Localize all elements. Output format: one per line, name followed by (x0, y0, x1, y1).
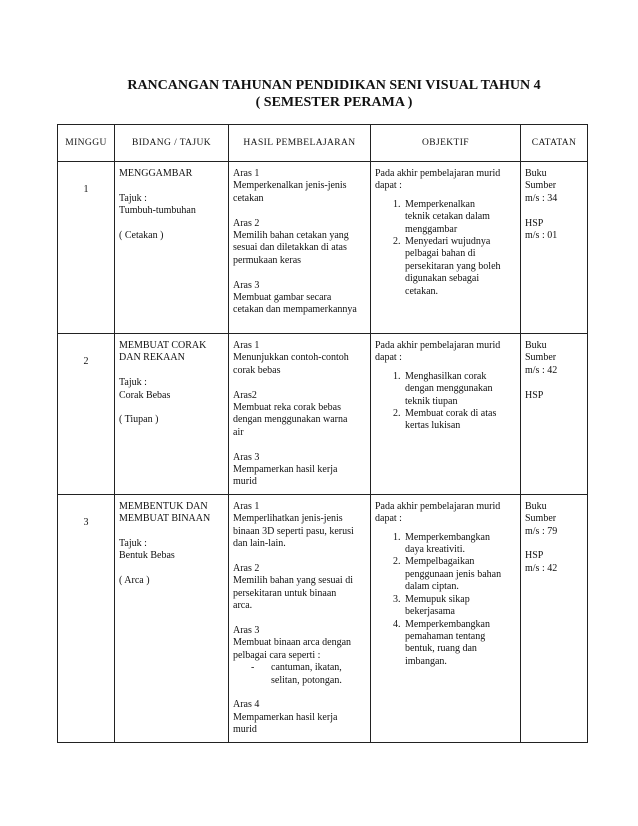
catatan-line: HSP (525, 389, 544, 401)
objektif-line: cetakan. (405, 285, 439, 297)
hasil-cell (229, 494, 371, 742)
objektif-item (403, 408, 516, 433)
table-row (58, 334, 588, 495)
hasil-line: Aras 3 (233, 451, 260, 463)
hasil-line: Aras 2 (233, 217, 260, 229)
objektif-line: pemahaman tentang (405, 630, 486, 642)
bidang-line (119, 365, 224, 377)
hasil-line: cetakan (233, 192, 264, 204)
week-number: 3 (58, 494, 115, 742)
objektif-line: 4. Memperkembangkan (405, 618, 490, 630)
objektif-intro-line: Pada akhir pembelajaran murid (375, 500, 501, 512)
hasil-line: Mempamerkan hasil kerja (233, 711, 338, 723)
catatan-line: m/s : 79 (525, 525, 558, 537)
spacer (233, 267, 366, 279)
bidang-line: Corak Bebas (119, 389, 171, 401)
catatan-line: Sumber (525, 513, 557, 525)
hasil-line: persekitaran untuk binaan (233, 587, 337, 599)
hasil-line: Mempamerkan hasil kerja (233, 464, 338, 476)
objektif-list (375, 371, 516, 433)
bidang-line: ( Tiupan ) (119, 414, 159, 426)
catatan-line (525, 377, 583, 389)
hasil-line: air (233, 426, 244, 438)
hasil-sub-list (251, 662, 366, 687)
week-number: 1 (58, 162, 115, 334)
bidang-line: MEMBUAT BINAAN (119, 513, 211, 525)
objektif-cell (371, 494, 521, 742)
objektif-line: pelbagai bahan di (405, 248, 476, 260)
bidang-line: ( Cetakan ) (119, 230, 164, 241)
hasil-sub-item (251, 662, 366, 687)
bidang-line (119, 526, 224, 538)
hasil-line: Memperkenalkan jenis-jenis (233, 180, 347, 192)
objektif-line: 1. Menghasilkan corak (405, 370, 487, 382)
spacer (233, 550, 366, 562)
spacer (233, 439, 366, 451)
objektif-cell (371, 162, 521, 334)
header-objektif: OBJEKTIF (371, 125, 521, 162)
hasil-line: arca. (233, 600, 253, 612)
objektif-line: kertas lukisan (405, 420, 461, 432)
hasil-line: dan lain-lain. (233, 538, 286, 550)
objektif-intro-line: Pada akhir pembelajaran murid (375, 340, 501, 351)
objektif-line: 2. Membuat corak di atas (405, 408, 497, 420)
objektif-line: bentuk, ruang dan (405, 643, 477, 655)
hasil-line: Aras 1 (233, 168, 260, 179)
hasil-line: Aras 1 (233, 500, 260, 512)
bidang-line: Tumbuh-tumbuhan (119, 205, 196, 217)
bidang-line (119, 402, 224, 414)
header-catatan: CATATAN (521, 125, 588, 162)
spacer (233, 205, 366, 217)
objektif-line: teknik tiupan (405, 395, 458, 407)
catatan-line: m/s : 34 (525, 192, 558, 204)
bidang-line: MENGGAMBAR (119, 168, 193, 179)
objektif-item (403, 199, 516, 236)
hasil-line: permukaan keras (233, 254, 302, 266)
spacer (233, 612, 366, 624)
hasil-line: pelbagai cara seperti : (233, 649, 321, 661)
hasil-line: binaan 3D seperti pasu, kerusi (233, 525, 354, 537)
catatan-line: Buku (525, 168, 547, 179)
objektif-item (403, 594, 516, 619)
catatan-line (525, 205, 583, 217)
catatan-cell (521, 334, 588, 495)
hasil-cell (229, 162, 371, 334)
bidang-cell (115, 334, 229, 495)
objektif-line: imbangan. (405, 655, 447, 667)
hasil-line: Aras 2 (233, 562, 260, 574)
objektif-intro-line: Pada akhir pembelajaran murid (375, 168, 501, 179)
hasil-line: Aras 1 (233, 340, 260, 351)
objektif-intro-line: dapat : (375, 513, 402, 525)
objektif-line: 1. Memperkenalkan (405, 198, 475, 210)
catatan-line: Sumber (525, 352, 557, 364)
bidang-line: MEMBENTUK DAN (119, 500, 208, 512)
bidang-line (119, 218, 224, 230)
objektif-item (403, 619, 516, 669)
table-row (58, 162, 588, 334)
hasil-line: Menunjukkan contoh-contoh (233, 352, 349, 364)
objektif-item (403, 532, 516, 557)
objektif-line: 1. Memperkembangkan (405, 531, 490, 543)
bidang-line (119, 563, 224, 575)
objektif-intro-line: dapat : (375, 352, 402, 364)
hasil-line: Memperlihatkan jenis-jenis (233, 513, 343, 525)
objektif-item (403, 556, 516, 593)
catatan-line: Sumber (525, 180, 557, 192)
bidang-line: Tajuk : (119, 538, 147, 550)
hasil-line: Aras 3 (233, 624, 260, 636)
objektif-intro-line: dapat : (375, 180, 402, 192)
hasil-line: Memilih bahan yang sesuai di (233, 575, 353, 587)
bidang-line: DAN REKAAN (119, 352, 185, 364)
catatan-cell (521, 494, 588, 742)
header-minggu: MINGGU (58, 125, 115, 162)
hasil-line: Membuat binaan arca dengan (233, 637, 352, 649)
objektif-line: menggambar (405, 223, 458, 235)
objektif-line: penggunaan jenis bahan (405, 568, 502, 580)
hasil-line: Aras 4 (233, 699, 260, 711)
hasil-line: sesuai dan diletakkan di atas (233, 242, 347, 254)
hasil-line: Membuat reka corak bebas (233, 402, 342, 414)
hasil-sub-line: selitan, potongan. (271, 674, 342, 686)
bidang-line: Tajuk : (119, 377, 147, 389)
title-line-1: RANCANGAN TAHUNAN PENDIDIKAN SENI VISUAL TAHUN 4 (127, 78, 541, 93)
hasil-line: Aras 3 (233, 279, 260, 291)
hasil-line: cetakan dan mempamerkannya (233, 304, 357, 316)
header-row (58, 125, 588, 162)
header-hasil: HASIL PEMBELAJARAN (229, 125, 371, 162)
hasil-cell (229, 334, 371, 495)
header-bidang: BIDANG / TAJUK (115, 125, 229, 162)
hasil-line: corak bebas (233, 364, 281, 376)
bidang-cell (115, 494, 229, 742)
catatan-line: HSP (525, 550, 544, 562)
objektif-line: 3. Memupuk sikap (405, 593, 470, 605)
objektif-list (375, 532, 516, 668)
week-number: 2 (58, 334, 115, 495)
catatan-line: m/s : 42 (525, 364, 558, 376)
objektif-line: bekerjasama (405, 606, 455, 618)
hasil-sub-line: - cantuman, ikatan, (271, 662, 342, 674)
objektif-line: teknik cetakan dalam (405, 211, 490, 223)
catatan-cell (521, 162, 588, 334)
bidang-line: MEMBUAT CORAK (119, 340, 207, 351)
spacer (233, 377, 366, 389)
hasil-line: murid (233, 476, 257, 488)
bidang-line: Tajuk : (119, 192, 147, 204)
catatan-line: m/s : 42 (525, 562, 558, 574)
objektif-list (375, 199, 516, 298)
objektif-line: daya kreativiti. (405, 544, 465, 556)
hasil-line: Aras2 (233, 389, 257, 401)
objektif-line: digunakan sebagai (405, 273, 480, 285)
bidang-cell (115, 162, 229, 334)
catatan-line: HSP (525, 217, 544, 229)
plan-table (57, 124, 588, 743)
hasil-line: Memilih bahan cetakan yang (233, 230, 349, 242)
hasil-line: dengan menggunakan warna (233, 414, 348, 426)
catatan-line (525, 538, 583, 550)
hasil-line: Membuat gambar secara (233, 292, 332, 304)
table-row (58, 494, 588, 742)
bidang-line (119, 180, 224, 192)
objektif-item (403, 371, 516, 408)
objektif-line: persekitaran yang boleh (405, 260, 501, 272)
hasil-line: murid (233, 724, 257, 736)
bidang-line: Bentuk Bebas (119, 550, 175, 562)
objektif-line: 2. Menyedari wujudnya (405, 236, 491, 248)
catatan-line: Buku (525, 340, 547, 351)
catatan-line: m/s : 01 (525, 230, 558, 242)
document-title (0, 77, 638, 111)
objektif-line: dalam ciptan. (405, 581, 459, 593)
objektif-cell (371, 334, 521, 495)
spacer (233, 687, 366, 699)
objektif-item (403, 236, 516, 298)
catatan-line: Buku (525, 500, 547, 512)
title-line-2: ( SEMESTER PERAMA ) (255, 95, 413, 110)
bidang-line: ( Arca ) (119, 575, 150, 587)
objektif-line: 2. Mempelbagaikan (405, 556, 475, 568)
objektif-line: dengan menggunakan (405, 383, 493, 395)
